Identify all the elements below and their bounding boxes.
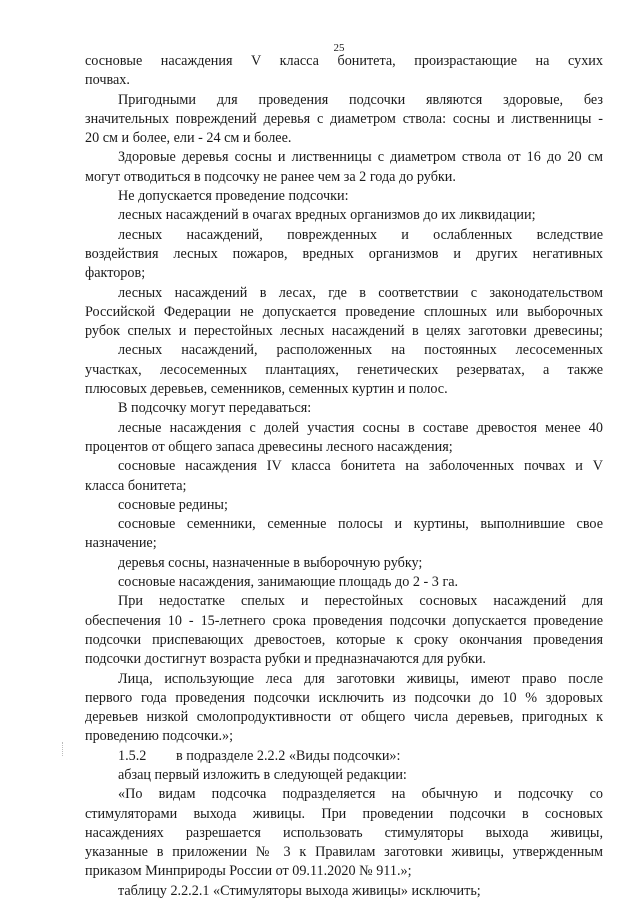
- text-line: рубок спелых и перестойных лесных насаждений в целях заготовки древесины;: [85, 323, 603, 340]
- text-line: деревьев низкой смолопродуктивности от общего числа деревьев, пригодных к: [85, 709, 603, 726]
- text-line: факторов;: [85, 265, 146, 282]
- text-line: воздействия лесных пожаров, вредных организмов и других негативных: [85, 245, 603, 262]
- text-line: сосновые редины;: [118, 496, 228, 513]
- text-line: таблицу 2.2.2.1 «Стимуляторы выхода живицы» исключить;: [118, 882, 481, 899]
- text-line: указанные в приложении № 3 к Правилам заготовки живицы, утвержденным: [85, 844, 603, 861]
- text-line: участках, лесосеменных плантациях, генетических резерватах, а также: [85, 361, 603, 378]
- text-line: лесных насаждений в лесах, где в соответствии с законодательством: [118, 284, 603, 301]
- text-line: Российской Федерации не допускается проведение сплошных или выборочных: [85, 303, 603, 320]
- text-line: назначение;: [85, 535, 157, 552]
- text-line: насаждениях разрешается использовать стимуляторы выхода живицы,: [85, 824, 603, 841]
- page-number: 25: [333, 42, 345, 54]
- section-heading-line: [85, 747, 603, 766]
- text-line: сосновые семенники, семенные полосы и куртины, выполнившие свое: [118, 516, 603, 533]
- text-line: стимуляторами выхода живицы. При проведении подсочки в сосновых: [85, 805, 603, 822]
- text-line: значительных повреждений деревья с диаметром ствола: сосны и лиственницы -: [85, 110, 603, 127]
- text-line: лесных насаждений в очагах вредных организмов до их ликвидации;: [118, 207, 536, 224]
- text-line: Пригодными для проведения подсочки являются здоровые, без: [118, 91, 603, 108]
- text-line: сосновые насаждения, занимающие площадь до 2 - 3 га.: [118, 574, 459, 591]
- text-line: сосновые насаждения IV класса бонитета на заболоченных почвах и V: [118, 458, 603, 475]
- text-line: подсочки достигнут возраста рубки и предназначаются для рубки.: [85, 651, 486, 668]
- text-line: деревья сосны, назначенные в выборочную рубку;: [118, 554, 423, 571]
- text-line: Не допускается проведение подсочки:: [118, 188, 349, 205]
- document-body: [85, 52, 603, 901]
- text-line: почвах.: [85, 72, 130, 89]
- text-line: сосновые насаждения V класса бонитета, произрастающие на сухих: [85, 53, 603, 69]
- section-number: 1.5.2: [118, 747, 147, 764]
- text-line: Лица, использующие леса для заготовки живицы, имеют право после: [118, 670, 603, 687]
- text-line: могут отводиться в подсочку не ранее чем за 2 года до рубки.: [85, 168, 456, 185]
- text-line: Здоровые деревья сосны и лиственницы с диаметром ствола от 16 до 20 см: [118, 149, 603, 166]
- text-line: проведению подсочки.»;: [85, 728, 234, 745]
- section-heading-text: в подразделе 2.2.2 «Виды подсочки»:: [176, 747, 401, 764]
- text-line: 20 см и более, ели - 24 см и более.: [85, 130, 292, 147]
- margin-mark: [62, 742, 64, 756]
- text-line: лесных насаждений, расположенных на постоянных лесосеменных: [118, 342, 603, 359]
- text-line: лесных насаждений, поврежденных и ослабленных вследствие: [118, 226, 603, 243]
- text-line: первого года проведения подсочки исключить из подсочки до 10 % здоровых: [85, 689, 603, 706]
- text-line: «По видам подсочка подразделяется на обычную и подсочку со: [118, 786, 603, 803]
- text-line: В подсочку могут передаваться:: [118, 400, 312, 417]
- text-line: приказом Минприроды России от 09.11.2020 № 911.»;: [85, 863, 412, 880]
- text-line: плюсовых деревьев, семенников, семенных куртин и полос.: [85, 381, 448, 398]
- text-line: абзац первый изложить в следующей редакции:: [118, 766, 407, 783]
- text-line: подсочки приспевающих древостоев, которые к сроку окончания проведения: [85, 631, 603, 648]
- text-line: При недостатке спелых и перестойных сосновых насаждений для: [118, 593, 603, 610]
- text-line: процентов от общего запаса древесины лесного насаждения;: [85, 438, 453, 455]
- text-line: обеспечения 10 - 15-летнего срока проведения подсочки допускается проведение: [85, 612, 603, 629]
- text-line: лесные насаждения с долей участия сосны в составе древостоя менее 40: [118, 419, 603, 436]
- text-line: класса бонитета;: [85, 477, 187, 494]
